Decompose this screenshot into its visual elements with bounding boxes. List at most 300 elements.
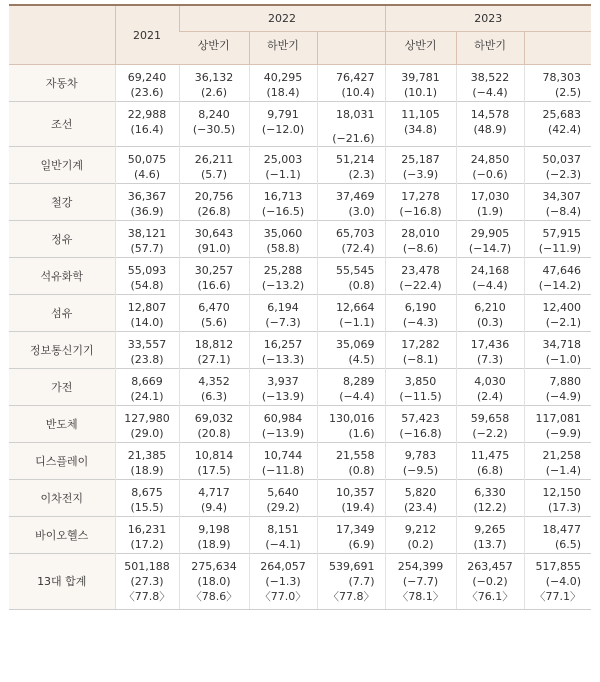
cell-growth-rate: (−4.1) — [265, 538, 301, 551]
value-cell — [115, 554, 179, 610]
row-label: 13대 합계 — [9, 554, 115, 610]
value-cell — [385, 332, 456, 369]
cell-share: 〈77.8〉 — [123, 590, 171, 603]
value-cell — [385, 406, 456, 443]
cell-growth-rate: (5.6) — [200, 316, 228, 329]
value-cell — [524, 517, 591, 554]
value-cell — [385, 295, 456, 332]
cell-growth-rate: (15.5) — [130, 501, 164, 514]
cell-growth-rate: (17.2) — [130, 538, 164, 551]
cell-amount: 17,278 — [401, 190, 440, 203]
cell-amount: 10,744 — [263, 449, 303, 462]
cell-growth-rate: (12.2) — [473, 501, 507, 514]
cell-amount: 21,558 — [336, 449, 375, 462]
value-cell — [385, 184, 456, 221]
value-cell — [456, 221, 524, 258]
cell-growth-rate: (1.6) — [348, 427, 375, 440]
value-cell — [179, 184, 249, 221]
cell-amount: 539,691 — [329, 560, 375, 573]
value-cell — [115, 65, 179, 102]
cell-growth-rate: (−7.3) — [265, 316, 301, 329]
cell-amount: 4,717 — [198, 486, 230, 499]
value-cell — [115, 184, 179, 221]
value-cell — [524, 258, 591, 295]
cell-growth-rate: (−8.6) — [402, 242, 439, 255]
cell-amount: 25,187 — [401, 153, 440, 166]
value-cell — [179, 221, 249, 258]
cell-amount: 11,105 — [401, 108, 440, 121]
table-row — [9, 295, 591, 332]
value-cell — [385, 65, 456, 102]
value-cell — [317, 332, 385, 369]
cell-growth-rate: (−13.3) — [261, 353, 305, 366]
2023-total-header — [524, 32, 591, 65]
table-body — [9, 65, 591, 610]
cell-growth-rate: (48.9) — [473, 123, 507, 136]
value-cell — [115, 102, 179, 147]
cell-growth-rate: (−1.4) — [545, 464, 582, 477]
cell-growth-rate: (4.5) — [348, 353, 375, 366]
cell-growth-rate: (13.7) — [473, 538, 507, 551]
cell-amount: 12,400 — [542, 301, 582, 314]
cell-amount: 16,257 — [263, 338, 303, 351]
value-cell — [179, 295, 249, 332]
value-cell — [456, 332, 524, 369]
value-cell — [179, 406, 249, 443]
value-cell — [249, 480, 317, 517]
value-cell — [249, 65, 317, 102]
cell-amount: 275,634 — [191, 560, 237, 573]
cell-amount: 14,578 — [470, 108, 510, 121]
cell-growth-rate: (−9.5) — [402, 464, 439, 477]
cell-amount: 40,295 — [263, 71, 303, 84]
cell-growth-rate: (4.6) — [133, 168, 161, 181]
cell-growth-rate: (−13.9) — [261, 427, 305, 440]
cell-growth-rate: (54.8) — [130, 279, 164, 292]
cell-growth-rate: (−4.3) — [402, 316, 439, 329]
value-cell — [524, 480, 591, 517]
cell-growth-rate: (91.0) — [197, 242, 231, 255]
cell-growth-rate: (6.3) — [200, 390, 228, 403]
2022-first-half-header: 상반기 — [179, 32, 249, 65]
cell-amount: 38,522 — [470, 71, 510, 84]
cell-growth-rate: (10.4) — [341, 86, 375, 99]
row-label: 일반기계 — [9, 147, 115, 184]
value-cell — [179, 480, 249, 517]
value-cell — [115, 332, 179, 369]
cell-growth-rate: (−16.5) — [261, 205, 305, 218]
cell-amount: 8,289 — [343, 375, 375, 388]
2022-total-header — [317, 32, 385, 65]
value-cell — [456, 295, 524, 332]
value-cell — [524, 184, 591, 221]
cell-growth-rate: (0.8) — [348, 279, 375, 292]
value-cell — [249, 221, 317, 258]
cell-growth-rate: (1.9) — [476, 205, 504, 218]
cell-amount: 22,988 — [127, 108, 167, 121]
value-cell — [524, 332, 591, 369]
cell-amount: 4,030 — [474, 375, 506, 388]
cell-amount: 6,210 — [474, 301, 506, 314]
value-cell — [317, 102, 385, 147]
cell-share: 〈78.1〉 — [397, 590, 444, 603]
cell-amount: 39,781 — [401, 71, 440, 84]
value-cell — [249, 369, 317, 406]
cell-growth-rate: (−8.4) — [545, 205, 582, 218]
value-cell — [385, 443, 456, 480]
year-2023-header: 2023 — [385, 5, 591, 32]
cell-amount: 34,307 — [542, 190, 582, 203]
row-label: 반도체 — [9, 406, 115, 443]
cell-growth-rate: (−4.4) — [339, 390, 375, 403]
row-label: 조선 — [9, 102, 115, 147]
cell-growth-rate: (−16.8) — [399, 205, 442, 218]
cell-amount: 18,031 — [336, 108, 375, 121]
cell-amount: 7,880 — [549, 375, 582, 388]
cell-growth-rate: (36.9) — [130, 205, 164, 218]
cell-growth-rate: (−14.2) — [538, 279, 582, 292]
cell-growth-rate: (−4.0) — [545, 575, 582, 588]
cell-growth-rate: (−22.4) — [399, 279, 442, 292]
cell-amount: 21,258 — [542, 449, 582, 462]
cell-growth-rate: (6.8) — [476, 464, 504, 477]
value-cell — [456, 184, 524, 221]
cell-amount: 11,475 — [470, 449, 510, 462]
cell-amount: 8,151 — [267, 523, 299, 536]
cell-amount: 30,257 — [194, 264, 234, 277]
value-cell — [249, 184, 317, 221]
cell-growth-rate: (−0.2) — [472, 575, 508, 588]
cell-growth-rate: (5.7) — [200, 168, 228, 181]
cell-growth-rate: (−4.4) — [472, 86, 508, 99]
cell-amount: 8,675 — [131, 486, 163, 499]
cell-amount: 117,081 — [535, 412, 582, 425]
cell-amount: 18,477 — [542, 523, 582, 536]
table-row — [9, 147, 591, 184]
table-row — [9, 65, 591, 102]
cell-growth-rate: (2.5) — [554, 86, 582, 99]
cell-share: 〈77.1〉 — [534, 590, 582, 603]
cell-amount: 12,150 — [542, 486, 582, 499]
corner-header — [9, 5, 115, 65]
value-cell — [385, 369, 456, 406]
cell-growth-rate: (−7.7) — [402, 575, 439, 588]
value-cell — [524, 406, 591, 443]
cell-amount: 47,646 — [542, 264, 582, 277]
2023-first-half-header: 상반기 — [385, 32, 456, 65]
value-cell — [115, 147, 179, 184]
cell-growth-rate: (18.4) — [266, 86, 300, 99]
cell-growth-rate: (−2.1) — [545, 316, 582, 329]
value-cell — [385, 258, 456, 295]
cell-amount: 9,212 — [404, 523, 437, 536]
cell-growth-rate: (27.1) — [197, 353, 231, 366]
value-cell — [249, 554, 317, 610]
cell-growth-rate: (−11.9) — [538, 242, 582, 255]
cell-growth-rate: (14.0) — [130, 316, 164, 329]
cell-growth-rate: (−14.7) — [468, 242, 512, 255]
cell-amount: 130,016 — [329, 412, 375, 425]
cell-growth-rate: (−2.2) — [472, 427, 508, 440]
cell-amount: 29,905 — [470, 227, 510, 240]
cell-growth-rate: (42.4) — [547, 123, 582, 136]
cell-amount: 25,003 — [263, 153, 303, 166]
value-cell — [179, 443, 249, 480]
cell-amount: 6,470 — [198, 301, 230, 314]
cell-amount: 8,669 — [131, 375, 163, 388]
value-cell — [317, 406, 385, 443]
value-cell — [524, 295, 591, 332]
cell-growth-rate: (58.8) — [266, 242, 300, 255]
cell-growth-rate: (−3.9) — [402, 168, 439, 181]
cell-growth-rate: (−1.0) — [545, 353, 582, 366]
cell-amount: 127,980 — [124, 412, 170, 425]
cell-amount: 51,214 — [336, 153, 375, 166]
value-cell — [179, 517, 249, 554]
cell-amount: 65,703 — [336, 227, 375, 240]
value-cell — [115, 295, 179, 332]
cell-amount: 59,658 — [470, 412, 510, 425]
cell-amount: 5,640 — [267, 486, 299, 499]
cell-share: 〈77.0〉 — [259, 590, 307, 603]
value-cell — [249, 406, 317, 443]
value-cell — [115, 480, 179, 517]
value-cell — [317, 184, 385, 221]
value-cell — [456, 147, 524, 184]
cell-growth-rate: (0.3) — [476, 316, 504, 329]
cell-amount: 18,812 — [194, 338, 234, 351]
cell-growth-rate: (−1.1) — [265, 168, 301, 181]
table-row — [9, 406, 591, 443]
cell-growth-rate: (16.6) — [197, 279, 231, 292]
cell-growth-rate: (16.4) — [130, 123, 164, 136]
value-cell — [524, 554, 591, 610]
value-cell — [317, 258, 385, 295]
2022-second-half-header: 하반기 — [249, 32, 317, 65]
table-row — [9, 221, 591, 258]
cell-amount: 24,850 — [470, 153, 510, 166]
data-table-container — [9, 4, 591, 610]
value-cell — [317, 65, 385, 102]
cell-amount: 57,423 — [401, 412, 440, 425]
cell-growth-rate: (6.9) — [348, 538, 375, 551]
cell-growth-rate: (29.0) — [130, 427, 164, 440]
cell-amount: 57,915 — [542, 227, 582, 240]
2023-second-half-header: 하반기 — [456, 32, 524, 65]
value-cell — [456, 65, 524, 102]
cell-growth-rate: (17.5) — [197, 464, 231, 477]
row-label: 디스플레이 — [9, 443, 115, 480]
table-row — [9, 184, 591, 221]
cell-amount: 264,057 — [260, 560, 306, 573]
cell-amount: 6,194 — [267, 301, 299, 314]
value-cell — [249, 258, 317, 295]
cell-amount: 78,303 — [542, 71, 582, 84]
year-2022-header: 2022 — [179, 5, 385, 32]
value-cell — [179, 369, 249, 406]
cell-growth-rate: (10.1) — [403, 86, 438, 99]
value-cell — [249, 443, 317, 480]
cell-amount: 50,075 — [127, 153, 167, 166]
value-cell — [249, 147, 317, 184]
cell-amount: 10,814 — [194, 449, 234, 462]
cell-amount: 38,121 — [127, 227, 167, 240]
value-cell — [456, 258, 524, 295]
value-cell — [179, 332, 249, 369]
year-2021-header: 2021 — [115, 5, 179, 65]
cell-amount: 17,282 — [401, 338, 440, 351]
cell-growth-rate: (−13.2) — [261, 279, 305, 292]
value-cell — [317, 147, 385, 184]
cell-growth-rate: (−13.9) — [261, 390, 305, 403]
value-cell — [317, 443, 385, 480]
value-cell — [249, 517, 317, 554]
value-cell — [456, 406, 524, 443]
cell-growth-rate: (23.8) — [130, 353, 164, 366]
value-cell — [317, 295, 385, 332]
cell-amount: 69,032 — [194, 412, 234, 425]
value-cell — [249, 332, 317, 369]
cell-amount: 263,457 — [467, 560, 513, 573]
cell-amount: 55,093 — [127, 264, 167, 277]
cell-amount: 33,557 — [127, 338, 167, 351]
value-cell — [115, 517, 179, 554]
cell-growth-rate: (72.4) — [341, 242, 375, 255]
cell-growth-rate: (9.4) — [200, 501, 228, 514]
row-label: 바이오헬스 — [9, 517, 115, 554]
value-cell — [385, 102, 456, 147]
cell-amount: 37,469 — [336, 190, 375, 203]
value-cell — [385, 517, 456, 554]
cell-amount: 8,240 — [198, 108, 230, 121]
value-cell — [317, 554, 385, 610]
cell-amount: 36,132 — [194, 71, 234, 84]
table-row — [9, 332, 591, 369]
value-cell — [115, 369, 179, 406]
cell-growth-rate: (18.0) — [197, 575, 231, 588]
cell-amount: 69,240 — [127, 71, 167, 84]
cell-growth-rate: (−9.9) — [545, 427, 582, 440]
cell-growth-rate: (−1.1) — [339, 316, 375, 329]
cell-amount: 17,436 — [470, 338, 510, 351]
cell-growth-rate: (2.4) — [476, 390, 504, 403]
row-label: 이차전지 — [9, 480, 115, 517]
row-label: 가전 — [9, 369, 115, 406]
cell-amount: 16,713 — [263, 190, 303, 203]
cell-growth-rate: (6.5) — [554, 538, 582, 551]
cell-amount: 9,791 — [267, 108, 299, 121]
value-cell — [456, 443, 524, 480]
cell-share: 〈77.8〉 — [328, 590, 375, 603]
table-row — [9, 102, 591, 147]
cell-amount: 20,756 — [194, 190, 234, 203]
cell-amount: 28,010 — [401, 227, 440, 240]
value-cell — [115, 443, 179, 480]
value-cell — [317, 221, 385, 258]
cell-amount: 6,330 — [474, 486, 506, 499]
table-row — [9, 480, 591, 517]
cell-growth-rate: (18.9) — [130, 464, 164, 477]
value-cell — [524, 221, 591, 258]
cell-amount: 35,069 — [336, 338, 375, 351]
cell-amount: 25,683 — [542, 108, 582, 121]
value-cell — [317, 369, 385, 406]
cell-growth-rate: (−30.5) — [192, 123, 236, 136]
value-cell — [524, 65, 591, 102]
value-cell — [456, 517, 524, 554]
row-label: 섬유 — [9, 295, 115, 332]
cell-growth-rate: (−12.0) — [261, 123, 305, 136]
cell-amount: 55,545 — [336, 264, 375, 277]
cell-growth-rate: (34.8) — [403, 123, 438, 136]
cell-growth-rate: (7.7) — [348, 575, 375, 588]
cell-amount: 9,265 — [474, 523, 506, 536]
value-cell — [524, 369, 591, 406]
value-cell — [249, 295, 317, 332]
cell-growth-rate: (57.7) — [130, 242, 164, 255]
cell-growth-rate: (19.4) — [341, 501, 375, 514]
cell-amount: 3,937 — [267, 375, 299, 388]
cell-amount: 21,385 — [127, 449, 167, 462]
row-label: 정유 — [9, 221, 115, 258]
cell-growth-rate: (17.3) — [547, 501, 582, 514]
cell-amount: 5,820 — [404, 486, 437, 499]
row-label: 자동차 — [9, 65, 115, 102]
value-cell — [456, 102, 524, 147]
value-cell — [115, 221, 179, 258]
cell-growth-rate: (−1.3) — [265, 575, 301, 588]
cell-amount: 17,349 — [336, 523, 375, 536]
value-cell — [115, 258, 179, 295]
cell-growth-rate: (23.4) — [403, 501, 438, 514]
cell-growth-rate: (20.8) — [197, 427, 231, 440]
table-row — [9, 369, 591, 406]
cell-amount: 17,030 — [470, 190, 510, 203]
cell-amount: 501,188 — [124, 560, 170, 573]
value-cell — [524, 443, 591, 480]
cell-growth-rate: (−0.6) — [472, 168, 508, 181]
value-cell — [385, 554, 456, 610]
value-cell — [249, 102, 317, 147]
cell-amount: 9,783 — [404, 449, 437, 462]
value-cell — [456, 480, 524, 517]
value-cell — [179, 258, 249, 295]
cell-growth-rate: (24.1) — [130, 390, 164, 403]
cell-amount: 517,855 — [535, 560, 582, 573]
total-row — [9, 554, 591, 610]
value-cell — [115, 406, 179, 443]
value-cell — [456, 369, 524, 406]
cell-amount: 30,643 — [194, 227, 234, 240]
cell-amount: 36,367 — [127, 190, 167, 203]
table-row — [9, 443, 591, 480]
cell-growth-rate: (29.2) — [266, 501, 300, 514]
value-cell — [524, 147, 591, 184]
cell-growth-rate: (2.3) — [348, 168, 375, 181]
cell-growth-rate: (−2.3) — [545, 168, 582, 181]
cell-amount: 60,984 — [263, 412, 303, 425]
table-row — [9, 258, 591, 295]
row-label: 철강 — [9, 184, 115, 221]
cell-share: 〈76.1〉 — [466, 590, 514, 603]
value-cell — [456, 554, 524, 610]
cell-growth-rate: (26.8) — [197, 205, 231, 218]
cell-amount: 23,478 — [401, 264, 440, 277]
cell-growth-rate: (−11.5) — [399, 390, 442, 403]
cell-amount: 3,850 — [404, 375, 437, 388]
cell-amount: 24,168 — [470, 264, 510, 277]
cell-amount: 16,231 — [127, 523, 167, 536]
